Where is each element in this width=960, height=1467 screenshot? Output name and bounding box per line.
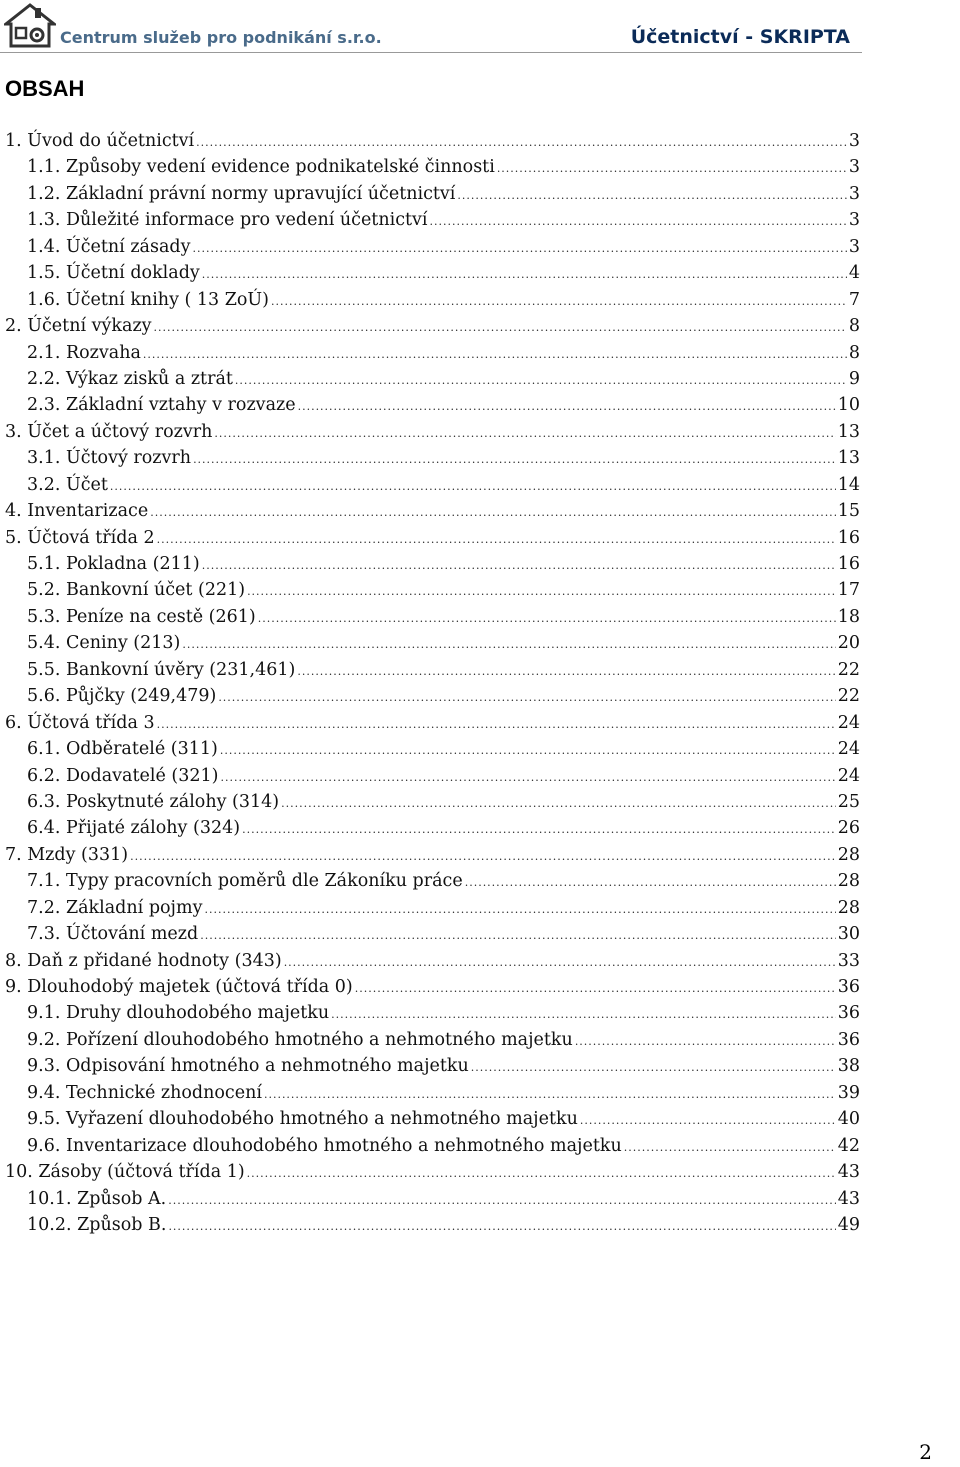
toc-entry-title: 4. Inventarizace	[5, 501, 149, 522]
toc-entry[interactable]	[5, 604, 860, 630]
toc-dot-leader	[465, 870, 836, 896]
toc-entry[interactable]	[5, 1133, 860, 1159]
toc-entry-page: 3	[848, 157, 860, 178]
toc-dot-leader	[471, 1055, 836, 1081]
toc-entry-title: 6.2. Dodavatelé (321)	[27, 765, 219, 786]
toc-entry-page: 14	[837, 474, 860, 495]
toc-entry[interactable]	[5, 340, 860, 366]
toc-dot-leader	[430, 209, 847, 235]
toc-entry[interactable]	[5, 868, 860, 894]
toc-entry-page: 8	[848, 342, 860, 363]
toc-dot-leader	[110, 474, 836, 500]
toc-entry-title: 1.3. Důležité informace pro vedení účetnictví	[27, 210, 428, 231]
toc-entry-page: 9	[848, 368, 860, 389]
toc-entry[interactable]	[5, 921, 860, 947]
toc-entry-title: 5.6. Půjčky (249,479)	[27, 686, 217, 707]
toc-entry-title: 9.5. Vyřazení dlouhodobého hmotného a nehmotného majetku	[27, 1109, 578, 1130]
toc-entry[interactable]	[5, 736, 860, 762]
toc-entry[interactable]	[5, 815, 860, 841]
toc-entry-page: 40	[837, 1109, 860, 1130]
toc-dot-leader	[143, 342, 847, 368]
toc-entry-page: 38	[837, 1056, 860, 1077]
toc-dot-leader	[284, 950, 836, 976]
toc-entry-page: 17	[837, 580, 860, 601]
toc-entry-page: 36	[837, 1003, 860, 1024]
toc-entry-title: 6.3. Poskytnuté zálohy (314)	[27, 791, 280, 812]
toc-entry-page: 30	[837, 924, 860, 945]
toc-entry-title: 1.4. Účetní zásady	[27, 236, 191, 257]
toc-entry[interactable]	[5, 1080, 860, 1106]
page-header	[0, 0, 960, 56]
toc-entry-title: 9.4. Technické zhodnocení	[27, 1082, 262, 1103]
toc-dot-leader	[235, 368, 847, 394]
toc-entry-page: 18	[837, 606, 860, 627]
toc-entry[interactable]	[5, 1000, 860, 1026]
toc-dot-leader	[281, 791, 836, 817]
toc-entry-title: 7.2. Základní pojmy	[27, 897, 203, 918]
toc-entry-title: 10.1. Způsob A.	[27, 1188, 167, 1209]
toc-dot-leader	[130, 844, 836, 870]
toc-entry[interactable]	[5, 1186, 860, 1212]
toc-dot-leader	[192, 236, 846, 262]
toc-entry-title: 2.3. Základní vztahy v rozvaze	[27, 395, 296, 416]
toc-entry-page: 33	[837, 950, 860, 971]
toc-entry-title: 5. Účtová třída 2	[5, 527, 155, 548]
toc-entry-page: 24	[837, 765, 860, 786]
toc-entry-page: 3	[848, 131, 860, 151]
toc-entry[interactable]	[5, 948, 860, 974]
toc-dot-leader	[204, 897, 835, 923]
toc-entry-title: 9. Dlouhodobý majetek (účtová třída 0)	[5, 977, 353, 997]
toc-dot-leader	[196, 130, 847, 156]
contents-heading: OBSAH	[5, 76, 85, 101]
toc-dot-leader	[202, 262, 847, 288]
toc-entry-title: 9.3. Odpisování hmotného a nehmotného majetku	[27, 1056, 469, 1077]
toc-dot-leader	[331, 1002, 836, 1028]
toc-entry-page: 7	[848, 289, 860, 310]
toc-entry-page: 39	[837, 1082, 860, 1103]
toc-entry[interactable]	[5, 577, 860, 603]
toc-entry[interactable]	[5, 657, 860, 683]
table-of-contents	[5, 128, 860, 1238]
toc-entry-title: 6.1. Odběratelé (311)	[27, 739, 218, 760]
toc-entry[interactable]	[5, 1212, 860, 1238]
toc-entry-page: 16	[837, 527, 860, 548]
toc-entry-title: 2.1. Rozvaha	[27, 342, 141, 363]
toc-entry[interactable]	[5, 472, 860, 498]
toc-entry[interactable]	[5, 1027, 860, 1053]
toc-entry-page: 43	[837, 1188, 860, 1209]
toc-entry-title: 1.5. Účetní doklady	[27, 263, 200, 284]
toc-entry[interactable]	[5, 895, 860, 921]
toc-entry-title: 7.3. Účtování mezd	[27, 924, 199, 945]
toc-dot-leader	[258, 606, 836, 632]
toc-entry-page: 3	[848, 210, 860, 231]
toc-entry-title: 5.2. Bankovní účet (221)	[27, 580, 246, 601]
toc-entry-page: 10	[837, 395, 860, 416]
toc-entry-page: 28	[837, 871, 860, 892]
toc-dot-leader	[264, 1082, 836, 1108]
toc-entry[interactable]	[5, 154, 860, 180]
toc-entry-page: 13	[837, 448, 860, 469]
toc-entry-title: 7.1. Typy pracovních poměrů dle Zákoníku práce	[27, 871, 463, 892]
toc-dot-leader	[168, 1214, 835, 1240]
toc-dot-leader	[202, 553, 836, 579]
toc-entry[interactable]	[5, 445, 860, 471]
toc-dot-leader	[242, 817, 836, 843]
toc-dot-leader	[200, 923, 836, 949]
toc-dot-leader	[214, 421, 835, 447]
toc-dot-leader	[168, 1188, 836, 1214]
toc-dot-leader	[271, 289, 847, 315]
toc-entry-page: 16	[837, 554, 860, 574]
toc-entry-title: 10. Zásoby (účtová třída 1)	[5, 1162, 245, 1183]
toc-dot-leader	[220, 765, 835, 791]
toc-entry-page: 49	[837, 1214, 860, 1235]
toc-entry[interactable]	[5, 630, 860, 656]
toc-entry[interactable]	[5, 763, 860, 789]
toc-entry-title: 5.1. Pokladna (211)	[27, 554, 200, 574]
toc-entry-title: 1.6. Účetní knihy ( 13 ZoÚ)	[27, 289, 270, 310]
toc-entry[interactable]	[5, 551, 860, 577]
toc-entry[interactable]	[5, 683, 860, 709]
toc-entry[interactable]	[5, 181, 860, 207]
toc-entry[interactable]	[5, 313, 860, 339]
toc-entry[interactable]	[5, 789, 860, 815]
toc-entry-title: 9.2. Pořízení dlouhodobého hmotného a nehmotného majetku	[27, 1029, 573, 1050]
toc-entry-page: 42	[837, 1135, 860, 1156]
toc-entry-title: 9.1. Druhy dlouhodobého majetku	[27, 1003, 330, 1024]
toc-entry-page: 20	[837, 633, 860, 654]
toc-entry-page: 25	[837, 791, 860, 812]
toc-entry-title: 5.3. Peníze na cestě (261)	[27, 606, 256, 627]
toc-entry[interactable]	[5, 710, 860, 736]
toc-entry-title: 8. Daň z přidané hodnoty (343)	[5, 950, 282, 971]
toc-entry-page: 24	[837, 712, 860, 733]
house-gear-icon	[4, 2, 56, 50]
toc-entry-page: 24	[837, 739, 860, 760]
toc-entry-title: 6. Účtová třída 3	[5, 712, 155, 733]
toc-entry-page: 28	[837, 897, 860, 918]
toc-entry[interactable]	[5, 366, 860, 392]
toc-entry-title: 1.1. Způsoby vedení evidence podnikatelské činnosti	[27, 157, 495, 178]
toc-dot-leader	[297, 659, 835, 685]
toc-entry-title: 3.2. Účet	[27, 474, 108, 495]
toc-entry-title: 9.6. Inventarizace dlouhodobého hmotného a nehmotného majetku	[27, 1135, 622, 1156]
toc-entry[interactable]	[5, 842, 860, 868]
toc-entry-title: 7. Mzdy (331)	[5, 844, 129, 865]
toc-entry-page: 22	[837, 686, 860, 707]
toc-entry-title: 5.5. Bankovní úvěry (231,461)	[27, 659, 296, 680]
toc-entry-title: 6.4. Přijaté zálohy (324)	[27, 818, 241, 839]
toc-entry-page: 15	[837, 501, 860, 522]
toc-entry[interactable]	[5, 207, 860, 233]
toc-entry-title: 3.1. Účtový rozvrh	[27, 448, 192, 469]
toc-entry-title: 2.2. Výkaz zisků a ztrát	[27, 368, 233, 389]
toc-entry-page: 36	[837, 977, 860, 997]
toc-entry-page: 26	[837, 818, 860, 839]
toc-entry[interactable]	[5, 1159, 860, 1185]
toc-entry[interactable]	[5, 392, 860, 418]
document-title: Účetnictví - SKRIPTA	[630, 26, 850, 48]
toc-dot-leader	[298, 394, 836, 420]
toc-entry[interactable]	[5, 287, 860, 313]
toc-dot-leader	[150, 500, 836, 526]
toc-entry-page: 3	[848, 183, 860, 204]
toc-entry-page: 43	[837, 1162, 860, 1183]
toc-entry-title: 3. Účet a účtový rozvrh	[5, 421, 213, 442]
toc-entry[interactable]	[5, 525, 860, 551]
toc-dot-leader	[157, 712, 836, 738]
toc-dot-leader	[193, 447, 836, 473]
toc-entry-page: 22	[837, 659, 860, 680]
toc-entry-title: 1.2. Základní právní normy upravující účetnictví	[27, 183, 456, 204]
toc-dot-leader	[355, 976, 836, 1002]
toc-entry[interactable]	[5, 1106, 860, 1132]
toc-dot-leader	[220, 738, 836, 764]
toc-entry[interactable]	[5, 234, 860, 260]
toc-dot-leader	[218, 685, 835, 711]
toc-entry-page: 28	[837, 844, 860, 865]
header-divider	[0, 52, 862, 53]
toc-entry[interactable]	[5, 419, 860, 445]
toc-dot-leader	[580, 1108, 836, 1134]
toc-entry-page: 36	[837, 1029, 860, 1050]
toc-dot-leader	[497, 156, 847, 182]
toc-entry[interactable]	[5, 260, 860, 286]
company-name: Centrum služeb pro podnikání s.r.o.	[60, 28, 382, 47]
toc-entry-title: 1. Úvod do účetnictví	[5, 131, 195, 151]
toc-entry[interactable]	[5, 128, 860, 154]
toc-entry-page: 3	[848, 236, 860, 257]
toc-dot-leader	[457, 183, 846, 209]
toc-entry-title: 5.4. Ceniny (213)	[27, 633, 181, 654]
toc-entry[interactable]	[5, 974, 860, 1000]
toc-dot-leader	[154, 315, 847, 341]
toc-dot-leader	[624, 1135, 836, 1161]
toc-entry-page: 8	[848, 316, 860, 337]
toc-entry-page: 13	[837, 421, 860, 442]
toc-entry[interactable]	[5, 498, 860, 524]
toc-dot-leader	[157, 527, 836, 553]
toc-dot-leader	[247, 579, 836, 605]
toc-dot-leader	[575, 1029, 836, 1055]
toc-entry-page: 4	[848, 263, 860, 284]
toc-dot-leader	[182, 632, 835, 658]
toc-dot-leader	[247, 1161, 836, 1187]
toc-entry[interactable]	[5, 1053, 860, 1079]
page-number: 2	[919, 1440, 932, 1464]
toc-entry-title: 10.2. Způsob B.	[27, 1214, 167, 1235]
toc-entry-title: 2. Účetní výkazy	[5, 316, 152, 337]
